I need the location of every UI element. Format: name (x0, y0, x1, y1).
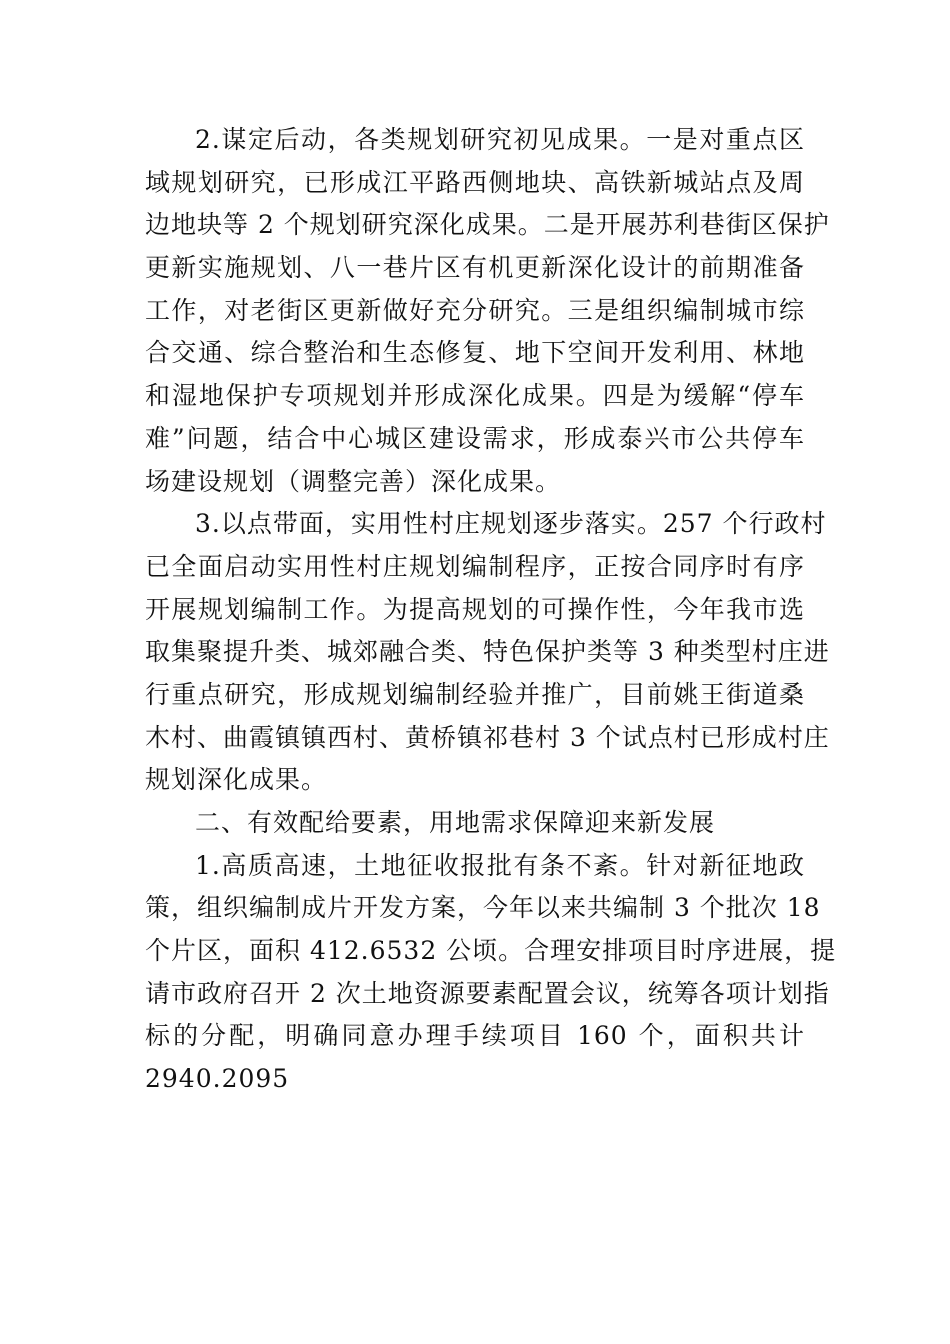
paragraph-line: 已全面启动实用性村庄规划编制程序，正按合同序时有序 (145, 551, 805, 581)
paragraph-line: 策，组织编制成片开发方案，今年以来共编制 3 个批次 18 (145, 893, 821, 923)
paragraph-line: 难”问题，结合中心城区建设需求，形成泰兴市公共停车 (145, 423, 805, 453)
paragraph-line: 更新实施规划、八一巷片区有机更新深化设计的前期准备 (145, 253, 805, 283)
paragraph-line: 取集聚提升类、城郊融合类、特色保护类等 3 种类型村庄进 (145, 637, 830, 667)
paragraph-line: 域规划研究，已形成江平路西侧地块、高铁新城站点及周 (145, 167, 805, 197)
paragraph-line: 2.谋定后动，各类规划研究初见成果。一是对重点区 (195, 125, 805, 154)
paragraph-line: 3.以点带面，实用性村庄规划逐步落实。257 个行政村 (195, 509, 827, 539)
paragraph-line: 和湿地保护专项规划并形成深化成果。四是为缓解“停车 (145, 381, 805, 411)
paragraph-line: 行重点研究，形成规划编制经验并推广，目前姚王街道桑 (145, 679, 805, 709)
paragraph-line: 标的分配，明确同意办理手续项目 160 个，面积共计 (145, 1021, 805, 1051)
paragraph-line: 个片区，面积 412.6532 公顷。合理安排项目时序进展，提 (145, 936, 837, 966)
paragraph-line: 1.高质高速，土地征收报批有条不紊。针对新征地政 (195, 850, 805, 880)
paragraph-line: 合交通、综合整治和生态修复、地下空间开发利用、林地 (145, 338, 805, 368)
paragraph-line: 2940.2095 (145, 1064, 290, 1094)
paragraph-line: 规划深化成果。 (145, 765, 328, 795)
paragraph-line: 请市政府召开 2 次土地资源要素配置会议，统筹各项计划指 (145, 978, 830, 1008)
paragraph-line: 场建设规划（调整完善）深化成果。 (145, 466, 562, 496)
paragraph-line: 开展规划编制工作。为提高规划的可操作性，今年我市选 (145, 594, 805, 624)
paragraph-line: 工作，对老街区更新做好充分研究。三是组织编制城市综 (145, 295, 805, 325)
section-heading: 二、有效配给要素，用地需求保障迎来新发展 (195, 808, 716, 837)
document-body (145, 119, 837, 1101)
paragraph-line: 木村、曲霞镇镇西村、黄桥镇祁巷村 3 个试点村已形成村庄 (145, 722, 830, 752)
paragraph-line: 边地块等 2 个规划研究深化成果。二是开展苏利巷街区保护 (145, 210, 830, 240)
